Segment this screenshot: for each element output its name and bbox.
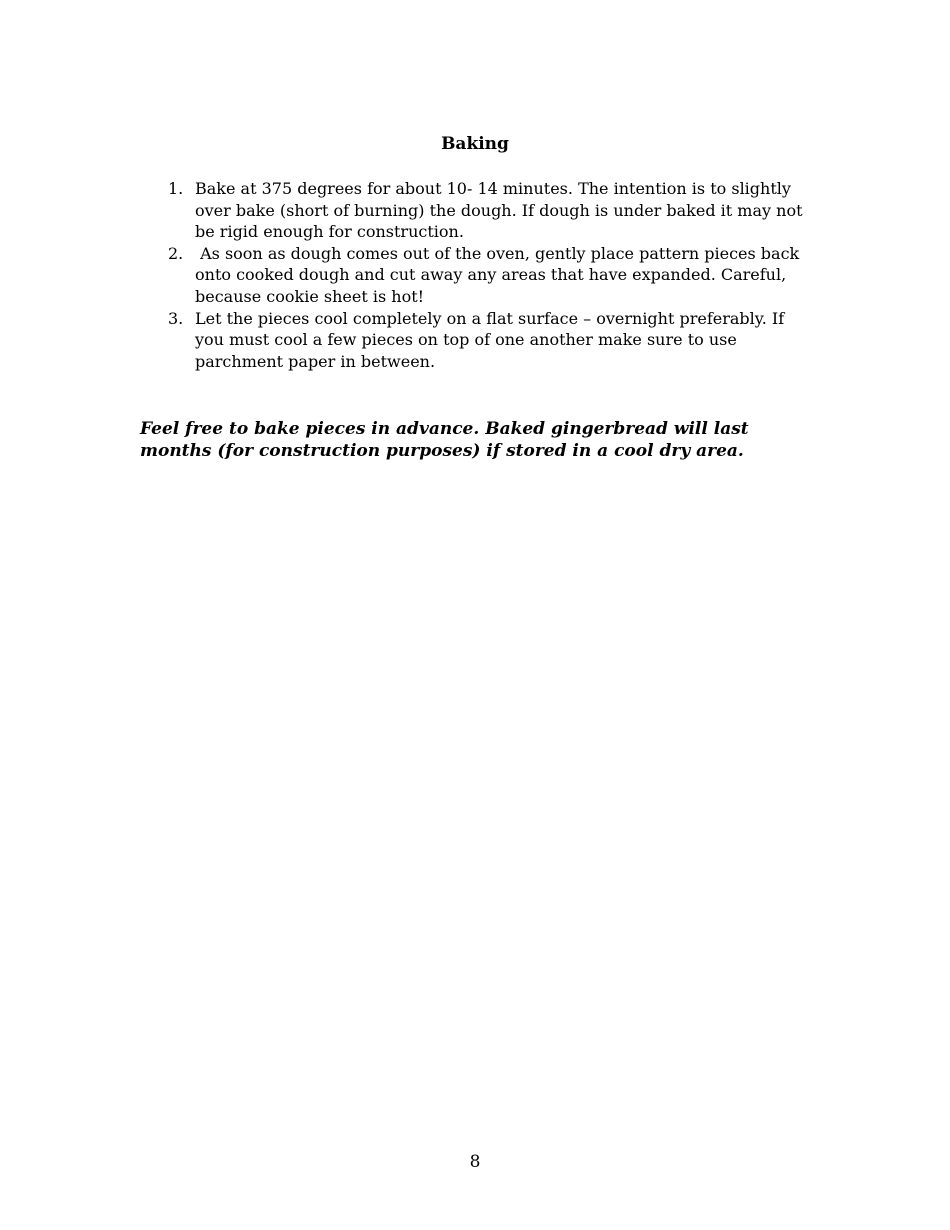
step-text: As soon as dough comes out of the oven, gently place pattern pieces back onto cooked dough and cut away any areas that have expanded. Careful, because cookie sheet is hot! [195, 243, 805, 306]
page-title: Baking [441, 134, 509, 154]
baking-steps-list [168, 178, 818, 372]
step-number: 3. [168, 308, 184, 328]
step-text: Bake at 375 degrees for about 10- 14 minutes. The intention is to slightly over bake (short of burning) the dough. If dough is under baked it may not be rigid enough for construction. [195, 179, 808, 242]
storage-note: Feel free to bake pieces in advance. Baked gingerbread will last months (for construction purposes) if stored in a cool dry area. [140, 419, 749, 461]
list-item [168, 178, 818, 243]
page-number: 8 [469, 1152, 481, 1172]
step-text: Let the pieces cool completely on a flat surface – overnight preferably. If you must cool a few pieces on top of one another make sure to use parchment paper in between. [195, 308, 790, 371]
list-item [168, 243, 818, 308]
step-number: 1. [168, 179, 184, 198]
step-number: 2. [168, 243, 184, 263]
list-item [168, 308, 818, 373]
